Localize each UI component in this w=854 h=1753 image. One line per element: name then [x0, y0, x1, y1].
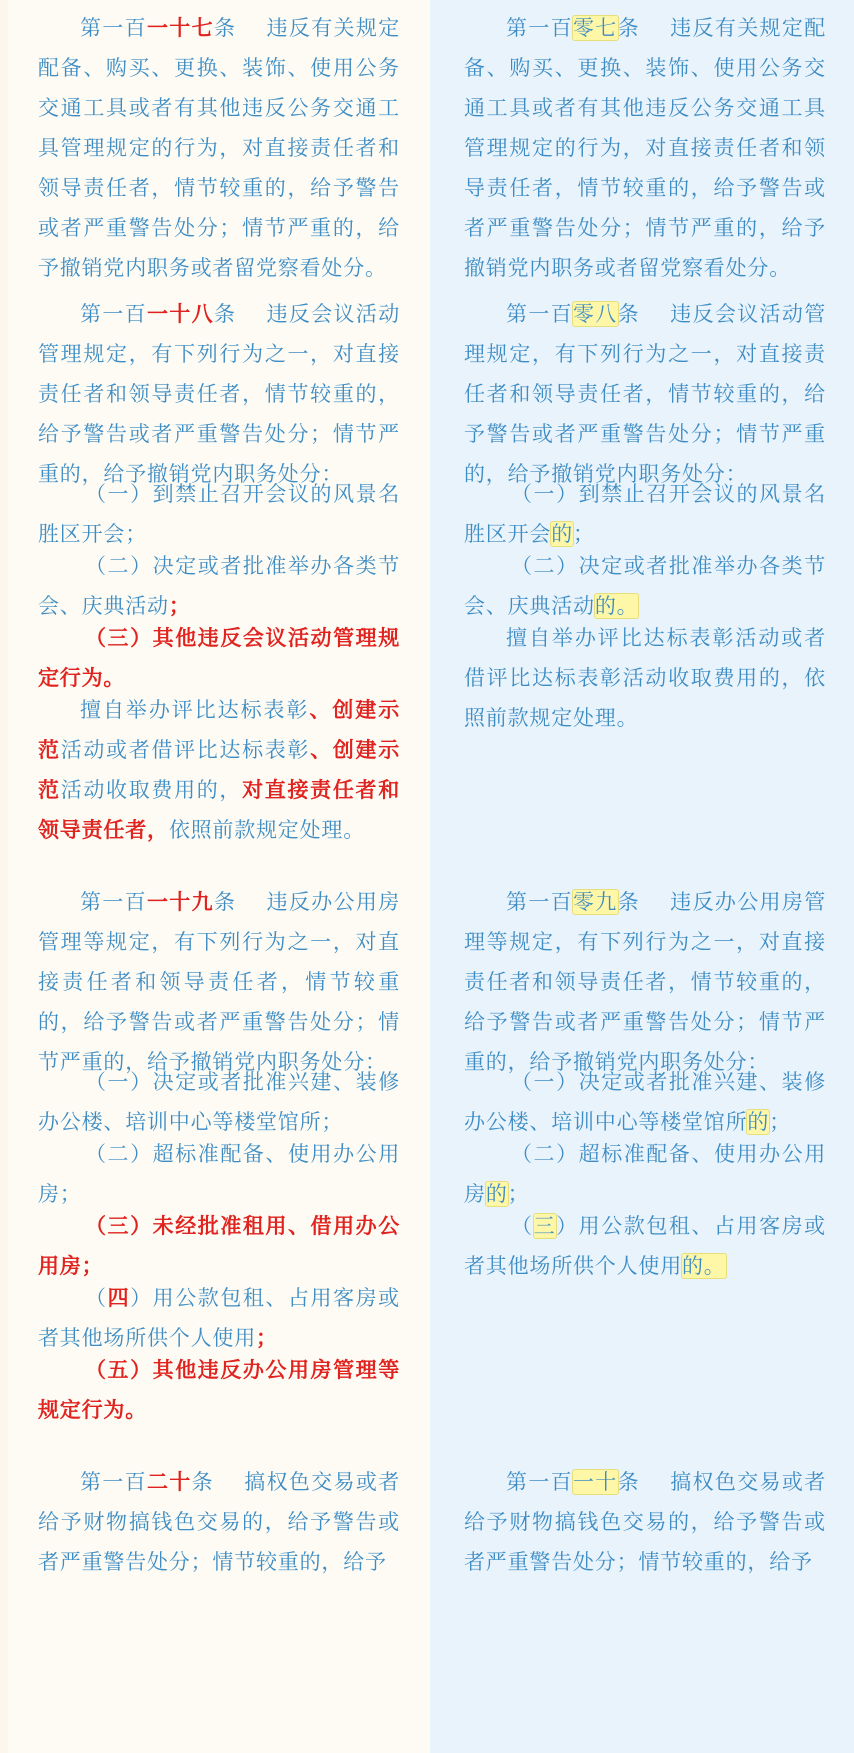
- article-number-changed: 二十: [146, 1470, 192, 1494]
- article-number-highlight: 零七: [572, 16, 618, 40]
- article-number-highlight: 零八: [572, 302, 618, 326]
- article-108-paragraph-2: 擅自举办评比达标表彰活动或者借评比达标表彰活动收取费用的，依照前款规定处理。: [464, 626, 826, 730]
- article-119: 第一百一十九条 违反办公用房管理等规定，有下列行为之一，对直接责任者和领导责任者，情节较重的，给予警告或者严重警告处分；情节严重的，给予撤销党内职务处分：: [38, 890, 400, 1074]
- left-frame-strip: [0, 0, 8, 1753]
- article-108-item-1: （一）到禁止召开会议的风景名胜区开会的；: [464, 482, 826, 546]
- article-107: 第一百零七条 违反有关规定配备、购买、更换、装饰、使用公务交通工具或者有其他违反公务交通工具管理规定的行为，对直接责任者和领导责任者，情节较重的，给予警告或者严重警告处分；情节严重的，给予撤销党内职务或者留党察看处分。: [464, 16, 826, 280]
- article-108-item-2: （二）决定或者批准举办各类节会、庆典活动的。: [464, 554, 826, 618]
- article-110: 第一百一十条 搞权色交易或者给予财物搞钱色交易的，给予警告或者严重警告处分；情节较重的，给予: [464, 1470, 826, 1574]
- article-118-item-2: （二）决定或者批准举办各类节会、庆典活动；: [38, 554, 400, 618]
- article-109-item-2: （二）超标准配备、使用办公用房的；: [464, 1142, 826, 1206]
- new-version-column: [8, 0, 430, 1753]
- article-number-changed: 一十九: [146, 890, 214, 914]
- article-number-highlight: 一十: [572, 1470, 618, 1494]
- article-118-item-1: （一）到禁止召开会议的风景名胜区开会；: [38, 482, 400, 546]
- article-118-item-3-added: （三）其他违反会议活动管理规定行为。: [38, 626, 400, 690]
- article-109-item-1: （一）决定或者批准兴建、装修办公楼、培训中心等楼堂馆所的；: [464, 1070, 826, 1134]
- old-version-column: [430, 0, 854, 1753]
- article-109: 第一百零九条 违反办公用房管理等规定，有下列行为之一，对直接责任者和领导责任者，情节较重的，给予警告或者严重警告处分；情节严重的，给予撤销党内职务处分：: [464, 890, 826, 1074]
- article-118-paragraph-2: 擅自举办评比达标表彰、创建示范活动或者借评比达标表彰、创建示范活动收取费用的，对直接责任者和领导责任者，依照前款规定处理。: [38, 698, 401, 842]
- article-119-item-1: （一）决定或者批准兴建、装修办公楼、培训中心等楼堂馆所；: [38, 1070, 400, 1134]
- article-108: 第一百零八条 违反会议活动管理规定，有下列行为之一，对直接责任者和领导责任者，情节较重的，给予警告或者严重警告处分；情节严重的，给予撤销党内职务处分：: [464, 302, 826, 486]
- article-number-changed: 一十八: [146, 302, 214, 326]
- article-119-item-2: （二）超标准配备、使用办公用房；: [38, 1142, 400, 1206]
- article-number-highlight: 零九: [572, 890, 618, 914]
- article-109-item-3: （三）用公款包租、占用客房或者其他场所供个人使用的。: [464, 1214, 826, 1278]
- article-number-changed: 一十七: [146, 16, 214, 40]
- article-119-item-4: （四）用公款包租、占用客房或者其他场所供个人使用；: [38, 1286, 400, 1350]
- article-117: 第一百一十七条 违反有关规定配备、购买、更换、装饰、使用公务交通工具或者有其他违反公务交通工具管理规定的行为，对直接责任者和领导责任者，情节较重的，给予警告或者严重警告处分；情节严重的，给予撤销党内职务或者留党察看处分。: [38, 16, 400, 280]
- article-118: 第一百一十八条 违反会议活动管理规定，有下列行为之一，对直接责任者和领导责任者，情节较重的，给予警告或者严重警告处分；情节严重的，给予撤销党内职务处分：: [38, 302, 400, 486]
- article-119-item-3-added: （三）未经批准租用、借用办公用房；: [38, 1214, 400, 1278]
- article-119-item-5-added: （五）其他违反办公用房管理等规定行为。: [38, 1358, 400, 1422]
- article-120: 第一百二十条 搞权色交易或者给予财物搞钱色交易的，给予警告或者严重警告处分；情节较重的，给予: [38, 1470, 400, 1574]
